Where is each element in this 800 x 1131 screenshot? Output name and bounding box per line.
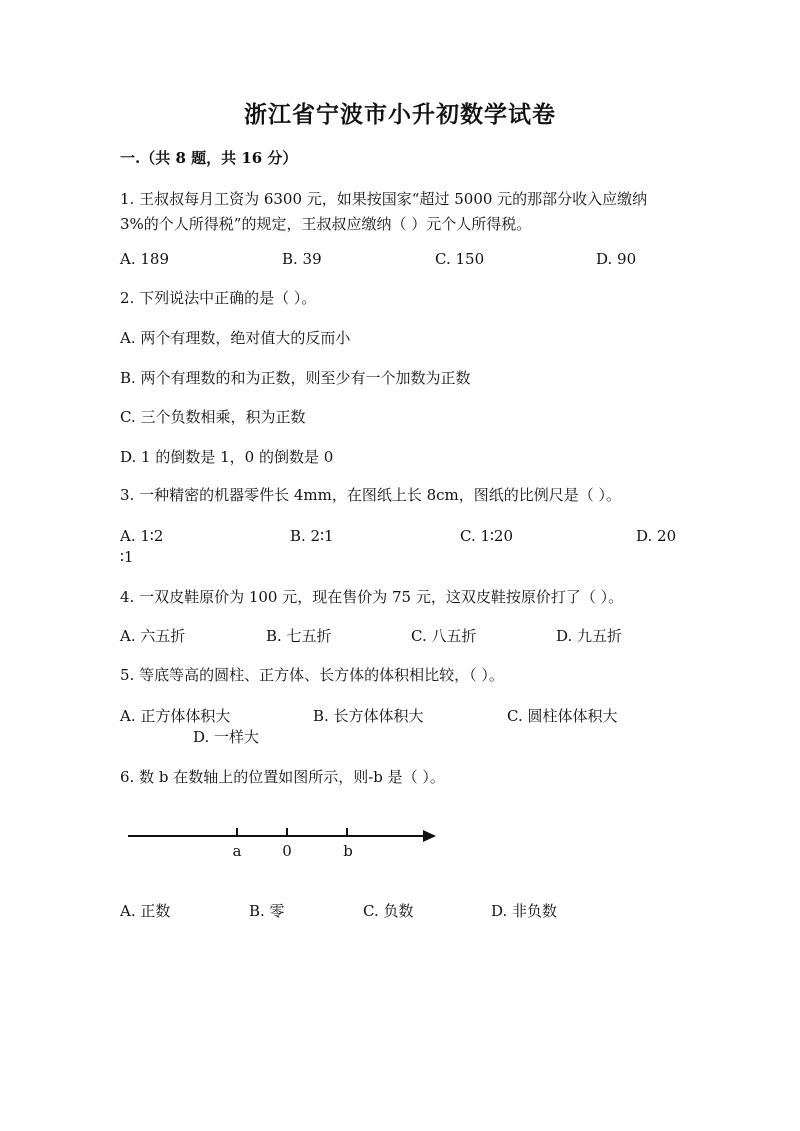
q5-stem: 5. 等底等高的圆柱、正方体、长方体的体积相比较，（ ）。 [120, 666, 504, 684]
q2-option-a: A. 两个有理数，绝对值大的反而小 [120, 329, 351, 347]
q3-stem: 3. 一种精密的机器零件长 4mm，在图纸上长 8cm，图纸的比例尺是（ ）。 [120, 486, 622, 504]
q3-option-b: B. 2∶1 [290, 527, 334, 545]
axis-label-b: b [343, 842, 353, 860]
q6-option-d: D. 非负数 [491, 902, 558, 920]
q3-option-d: D. 20 [636, 527, 677, 545]
q1-stem-line2: 3%的个人所得税”的规定，王叔叔应缴纳（ ）元个人所得税。 [120, 215, 532, 233]
q2-option-c: C. 三个负数相乘，积为正数 [120, 408, 306, 426]
page-title: 浙江省宁波市小升初数学试卷 [244, 101, 556, 128]
q4-option-a: A. 六五折 [120, 627, 186, 645]
q6-option-b: B. 零 [249, 902, 285, 920]
q4-option-d: D. 九五折 [556, 627, 623, 645]
number-line-figure [120, 820, 450, 865]
q1-option-b: B. 39 [282, 250, 322, 268]
q5-option-d: D. 一样大 [193, 728, 260, 746]
axis-label-a: a [232, 842, 242, 860]
q3-option-d-wrap: ∶1 [120, 548, 134, 566]
q5-option-c: C. 圆柱体体积大 [507, 707, 618, 725]
q1-option-d: D. 90 [596, 250, 637, 268]
q6-option-a: A. 正数 [120, 902, 171, 920]
q1-option-a: A. 189 [120, 250, 169, 268]
q1-stem-line1: 1. 王叔叔每月工资为 6300 元，如果按国家“超过 5000 元的那部分收入应缴纳 [120, 190, 648, 208]
section-heading: 一.（共 8 题，共 16 分） [120, 149, 298, 167]
q3-option-c: C. 1∶20 [460, 527, 514, 545]
q4-stem: 4. 一双皮鞋原价为 100 元，现在售价为 75 元，这双皮鞋按原价打了（ ）。 [120, 588, 624, 606]
q6-option-c: C. 负数 [363, 902, 414, 920]
number-line-arrow-icon [423, 830, 436, 842]
axis-label-zero: 0 [282, 842, 292, 860]
q5-option-a: A. 正方体体积大 [120, 707, 231, 725]
q2-option-d: D. 1 的倒数是 1，0 的倒数是 0 [120, 448, 334, 466]
q1-option-c: C. 150 [435, 250, 485, 268]
q6-stem: 6. 数 b 在数轴上的位置如图所示，则-b 是（ ）。 [120, 768, 445, 786]
q4-option-c: C. 八五折 [411, 627, 477, 645]
q2-option-b: B. 两个有理数的和为正数，则至少有一个加数为正数 [120, 369, 471, 387]
q2-stem: 2. 下列说法中正确的是（ ）。 [120, 289, 317, 307]
q4-option-b: B. 七五折 [266, 627, 332, 645]
q3-option-a: A. 1∶2 [120, 527, 164, 545]
q5-option-b: B. 长方体体积大 [313, 707, 424, 725]
